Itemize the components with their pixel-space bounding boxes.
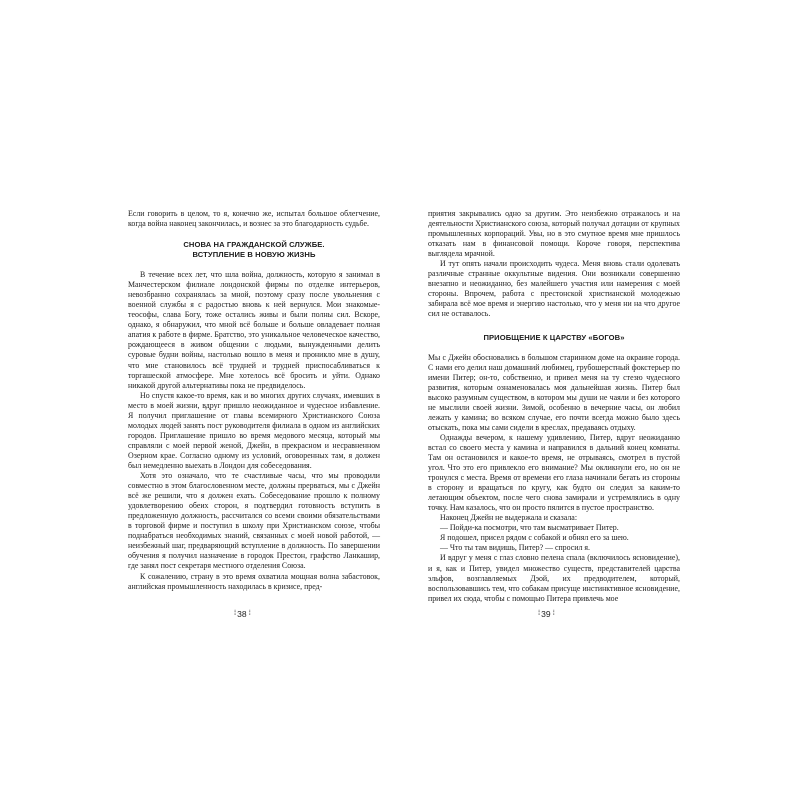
right-paragraph: — Пойди-ка посмотри, что там высматривает Питер. — [440, 523, 619, 533]
left-page — [128, 209, 380, 592]
folio-ornament-right: ⦙⦙ — [248, 610, 250, 617]
right-paragraph: Я подошел, присел рядом с собакой и обнял его за шею. — [440, 533, 629, 543]
right-paragraph: приятия закрывались одно за другим. Это неизбежно отражалось и на деятельности Христианского союза, который получал дотации от крупных промышленных корпораций. Увы, но в это смутное время мне пришлось отказать нам в финансовой помощи. Короче говоря, перспектива выглядела мрачной. — [428, 209, 680, 259]
page-number-right — [538, 609, 554, 619]
left-paragraph: В течение всех лет, что шла война, должность, которую я занимал в Манчестерском филиале лондонской фирмы по отделке интерьеров, невозбранно сохранялась за мной, поэтому сразу после увольнения с военной службы я с радостью вновь к ней вернулся. Мои знакомые-теософы, слава Богу, тоже остались живы и были полны сил. Вскоре, однако, я обнаружил, что мной всё больше и больше овладевает полная апатия к работе в фирме. Братство, это уникальное человеческое качество, рождающееся в живом общении с людьми, вынужденными делить суровые будни войны, настолько вошло в меня и проникло мне в душу, что мне становилось всё трудней и трудней приспосабливаться к торгашеской атмосфере. Мне хотелось всё бросить и уйти. Однако никакой другой альтернативы пока не предвиделось. — [128, 270, 380, 390]
right-paragraph: И вдруг у меня с глаз словно пелена спала (включилось ясновидение), и я, как и Питер, увидел множество существ, представителей царства эльфов, возглавляемых Дэой, их предводителем, который, воспользовавшись тем, что собакам присуще инстинктивное ясновидение, привел их сюда, чтобы с помощью Питера привлечь мое — [428, 553, 680, 603]
page-number-39: 39 — [541, 609, 551, 619]
left-paragraph: Но спустя какое-то время, как и во многих других случаях, имевших в место в моей жизни, вдруг пришло неожиданное и чудесное избавление. Я получил приглашение от главы всемирного Христианского Союза молодых людей занять пост руководителя филиала в одном из английских городов. Приглашение пришло во время медового месяца, который мы справляли с моей первой женой, Джейн, в прекрасном и несравненном Озерном крае. Согласно одному из условий, оговоренных там, я должен был немедленно выехать в Лондон для собеседования. — [128, 390, 380, 470]
right-paragraph: Однажды вечером, к нашему удивлению, Питер, вдруг неожиданно встал со своего места у камина и направился в дальний конец комнаты. Там он остановился и какое-то время, не отрываясь, смотрел в пустой угол. Что это его привлекло его внимание? Мы окликнули его, но он не тронулся с места. Время от времени его глаза начинали бегать из стороны в сторону и вращаться по кругу, как будто он следил за каким-то летающим объектом, после чего снова замирали и устремлялись в одну точку. Нам казалось, что он просто пялится в пустое пространство. — [428, 432, 680, 513]
folio-ornament-left: ⦙⦙ — [234, 610, 236, 617]
left-heading-line-1: СНОВА НА ГРАЖДАНСКОЙ СЛУЖБЕ. — [183, 240, 325, 250]
page-number-38: 38 — [237, 609, 247, 619]
right-paragraph: Наконец Джейн не выдержала и сказала: — [440, 513, 578, 523]
left-intro-paragraph: Если говорить в целом, то я, конечно же, испытал большое облегчение, когда война наконец закончилась, и вознес за это благодарность судьбе. — [128, 209, 380, 229]
folio-ornament-left: ⦙⦙ — [538, 610, 540, 617]
right-paragraph: Мы с Джейн обосновались в большом старинном доме на окраине города. С нами его делил наш домашний любимец, грубошерстный фокстерьер по имени Питер; он-то, собственно, и привел меня на ту стезю чудесного развития, которым ознаменовалась моя дальнейшая жизнь. Питер был высоко разумным существом, в котором мы души не чаяли и без которого не мыслили своей жизни. Зимой, особенно в вечерние часы, он любил лежать у камина; во всяком случае, его почти всегда можно было здесь отыскать, пока мы сами сидели в креслах, предаваясь отдыху. — [428, 352, 680, 432]
right-paragraph: И тут опять начали происходить чудеса. Меня вновь стали одолевать различные странные оккультные видения. Они возникали совершенно внезапно и неожиданно, без малейшего участия или намерения с моей стороны. Впрочем, работа с престонской христианской молодежью забирала всё мое время и энергию настолько, что у меня ни на что другое сил не оставалось. — [428, 259, 680, 319]
left-section-heading — [128, 240, 380, 260]
folio-ornament-right: ⦙⦙ — [552, 610, 554, 617]
page-number-left — [234, 609, 250, 619]
right-section-heading: ПРИОБЩЕНИЕ К ЦАРСТВУ «БОГОВ» — [483, 332, 625, 342]
right-page — [428, 209, 680, 604]
right-paragraph: — Что ты там видишь, Питер? — спросил я. — [440, 543, 590, 553]
left-paragraph: Хотя это означало, что те счастливые часы, что мы проводили совместно в этом благословенном месте, должны прерваться, мы с Джейн всё же решили, что я должен ехать. Собеседование прошло к полному удовлетворению обеих сторон, я подтвердил готовность вступить в предложенную должность, рассчитался со всеми своими обязательствами в торговой фирме и поступил в школу при Христианском союзе, чтобы поднабраться необходимых знаний, связанных с моей новой работой, — неизбежный шаг, предваряющий вступление в должность. По завершении обучения я получил назначение в городок Престон, графство Ланкашир, где занял пост секретаря местного отделения Союза. — [128, 471, 380, 571]
left-heading-line-2: ВСТУПЛЕНИЕ В НОВУЮ ЖИЗНЬ — [192, 250, 316, 260]
left-paragraph: К сожалению, страну в это время охватила мощная волна забастовок, английская промышленность находилась в кризисе, пред- — [128, 571, 380, 591]
